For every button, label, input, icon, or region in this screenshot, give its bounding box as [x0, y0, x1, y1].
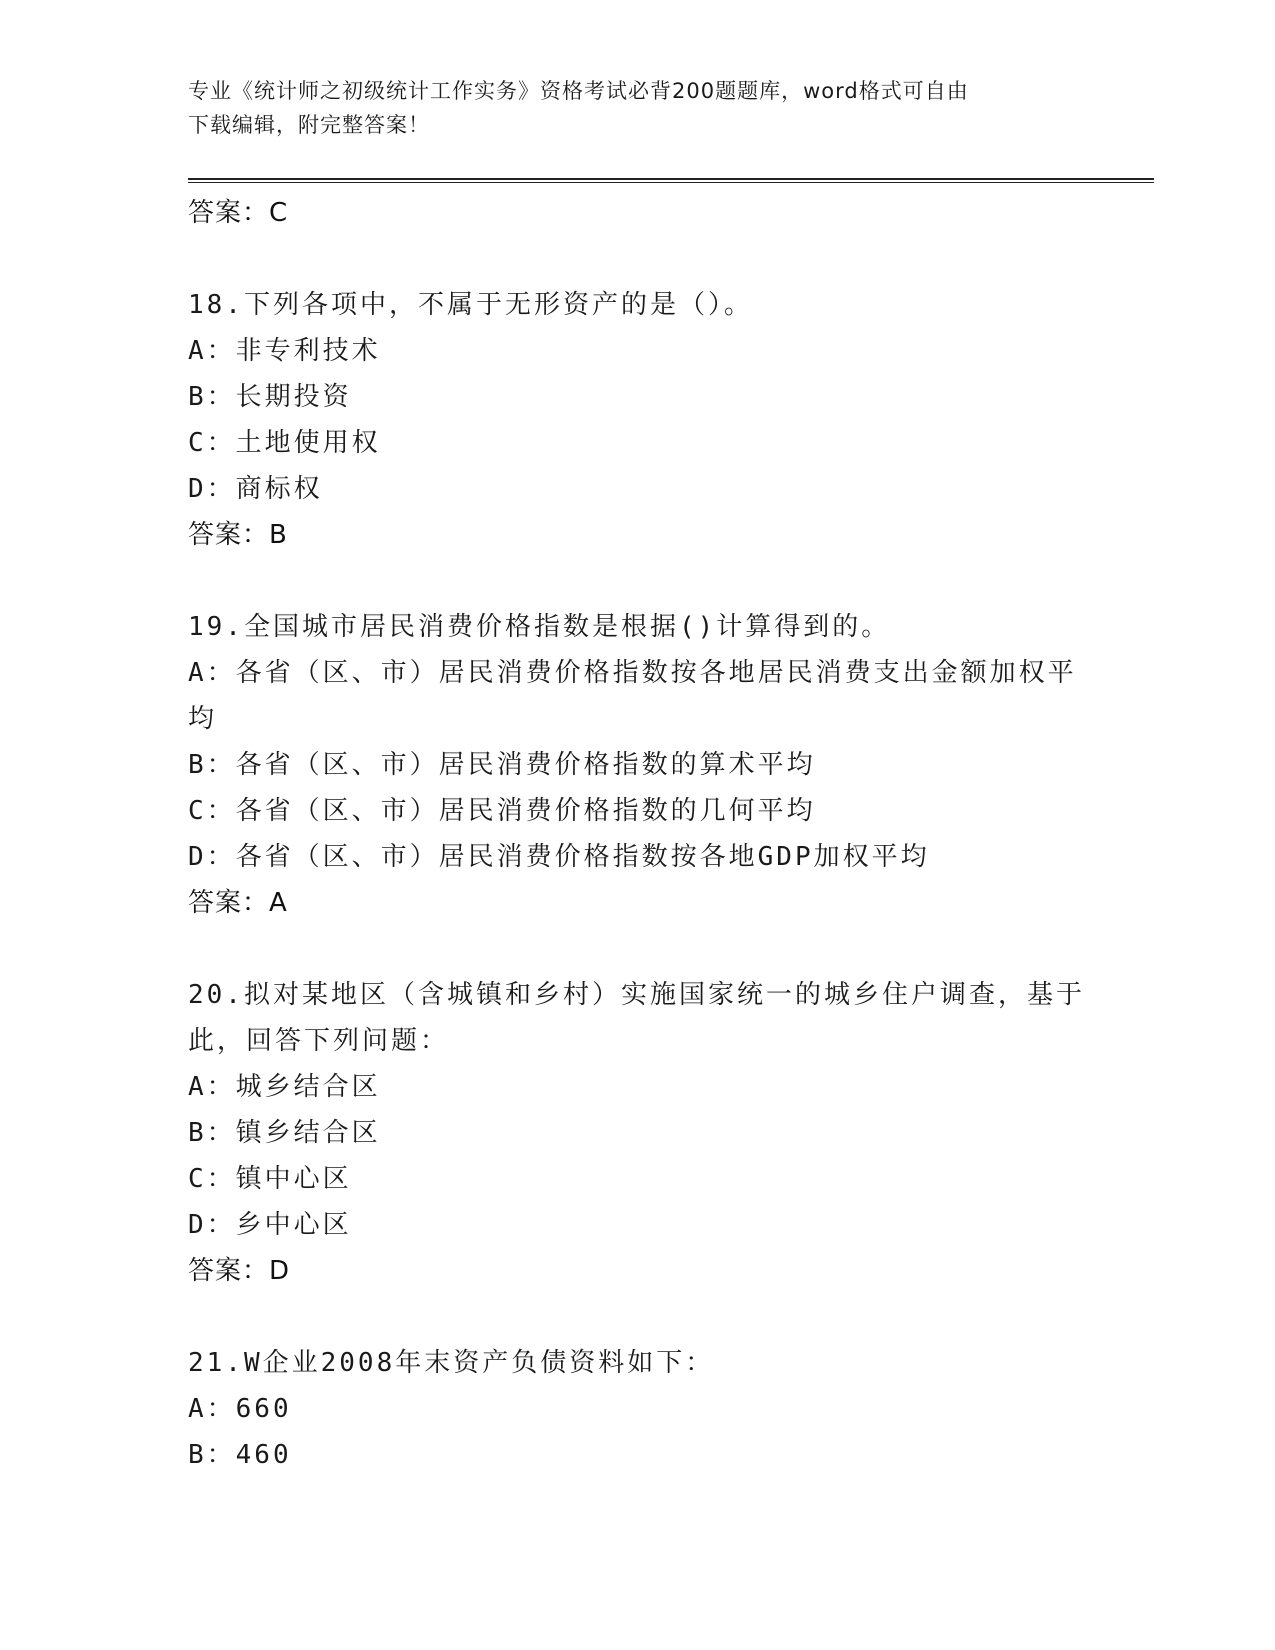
option-d: D：商标权 — [188, 474, 323, 504]
question-block-20 — [188, 972, 1088, 1294]
header-line-1: 专业《统计师之初级统计工作实务》资格考试必背200题题库，word格式可自由 — [188, 79, 969, 103]
option-d: D：各省（区、市）居民消费价格指数按各地GDP加权平均 — [188, 842, 930, 872]
spacer — [188, 558, 1088, 604]
question-block-21 — [188, 1340, 1088, 1478]
question-block-18 — [188, 282, 1088, 558]
option-d: D：乡中心区 — [188, 1210, 352, 1240]
header-line-2: 下载编辑，附完整答案！ — [188, 113, 430, 137]
option-b: B：460 — [188, 1440, 292, 1470]
answer-line: 答案：C — [188, 198, 289, 228]
spacer — [188, 236, 1088, 282]
document-header — [188, 74, 1088, 142]
option-a: A：城乡结合区 — [188, 1072, 381, 1102]
answer-line: 答案：A — [188, 888, 288, 918]
question-text: 18.下列各项中，不属于无形资产的是（）。 — [188, 290, 753, 320]
question-list — [188, 190, 1088, 1478]
spacer — [188, 1294, 1088, 1340]
option-c: C：土地使用权 — [188, 428, 381, 458]
header-divider — [188, 178, 1154, 183]
answer-line: 答案：B — [188, 520, 288, 550]
option-a: A：各省（区、市）居民消费价格指数按各地居民消费支出金额加权平均 — [188, 658, 1077, 734]
question-text: 19.全国城市居民消费价格指数是根据()计算得到的。 — [188, 612, 891, 642]
answer-line: 答案：D — [188, 1256, 291, 1286]
question-text: 20.拟对某地区（含城镇和乡村）实施国家统一的城乡住户调查，基于此，回答下列问题： — [188, 980, 1085, 1056]
option-c: C：各省（区、市）居民消费价格指数的几何平均 — [188, 796, 816, 826]
option-a: A：660 — [188, 1394, 292, 1424]
option-b: B：各省（区、市）居民消费价格指数的算术平均 — [188, 750, 816, 780]
spacer — [188, 926, 1088, 972]
option-a: A：非专利技术 — [188, 336, 381, 366]
question-text: 21.W企业2008年末资产负债资料如下： — [188, 1348, 715, 1378]
option-b: B：长期投资 — [188, 382, 352, 412]
option-b: B：镇乡结合区 — [188, 1118, 381, 1148]
option-c: C：镇中心区 — [188, 1164, 352, 1194]
question-block-19 — [188, 604, 1088, 926]
